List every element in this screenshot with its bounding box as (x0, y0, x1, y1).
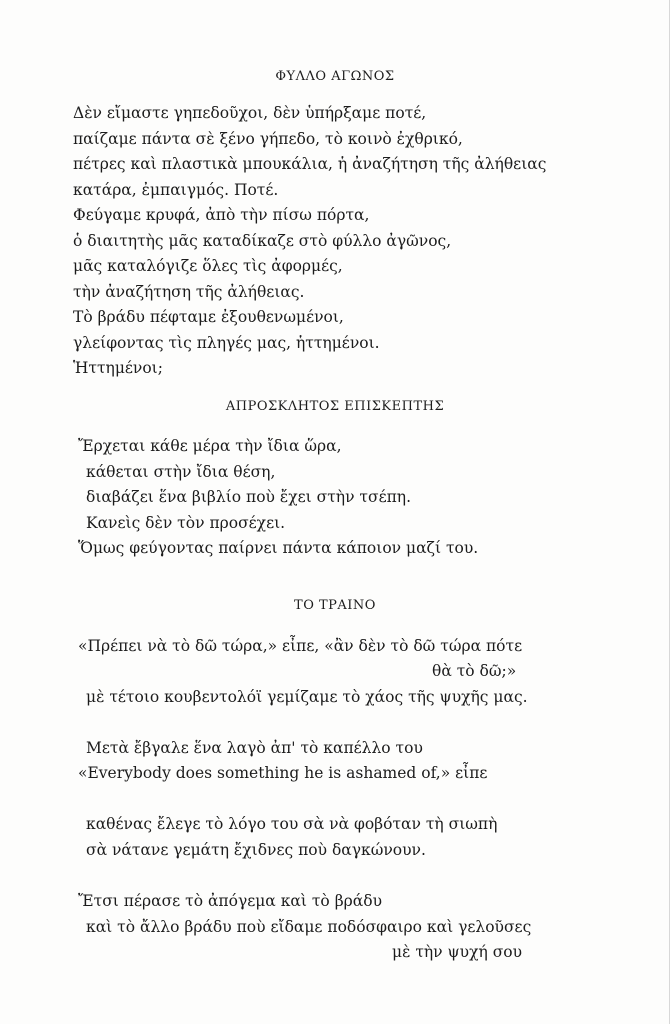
poem-line: Κανεὶς δὲν τὸν προσέχει. (86, 514, 286, 532)
poem-line: παίζαμε πάντα σὲ ξένο γήπεδο, τὸ κοινὸ ἐχθρικό, (73, 130, 463, 148)
poem-line: Ἔρχεται κάθε μέρα τὴν ἴδια ὥρα, (78, 437, 342, 455)
poem-line: Ἡττημένοι; (73, 359, 163, 377)
poem-line: διαβάζει ἕνα βιβλίο ποὺ ἔχει στὴν τσέπη. (86, 488, 412, 506)
poem-line: σὰ νάτανε γεμάτη ἔχιδνες ποὺ δαγκώνουν. (86, 841, 426, 859)
poem-title-fyllo-agonos: ΦΥΛΛΟ ΑΓΩΝΟΣ (275, 69, 395, 84)
poem-line: Δὲν εἴμαστε γηπεδοῦχοι, δὲν ὑπήρξαμε ποτέ, (73, 104, 427, 122)
poem-line: κάθεται στὴν ἴδια θέση, (86, 463, 276, 481)
poem-line: γλείφοντας τὶς πληγές μας, ἡττημένοι. (73, 334, 380, 352)
poem-line: κατάρα, ἐμπαιγμός. Ποτέ. (73, 181, 279, 199)
poem-line: τὴν ἀναζήτηση τῆς ἀλήθειας. (73, 283, 305, 301)
poem-line: «Everybody does something he is ashamed of,» εἶπε (78, 764, 488, 782)
poem-line: πέτρες καὶ πλαστικὰ μπουκάλια, ἡ ἀναζήτηση τῆς ἀλήθειας (73, 155, 547, 173)
poem-line: θὰ τὸ δῶ;» (432, 662, 517, 680)
poem-line: καὶ τὸ ἄλλο βράδυ ποὺ εἴδαμε ποδόσφαιρο καὶ γελοῦσες (86, 918, 532, 936)
poem-line: «Πρέπει νὰ τὸ δῶ τώρα,» εἶπε, «ἂν δὲν τὸ δῶ τώρα πότε (78, 637, 523, 655)
poem-title-aproskletos-episkeptis: ΑΠΡΟΣΚΛΗΤΟΣ ΕΠΙΣΚΕΠΤΗΣ (225, 399, 445, 414)
poem-line: μᾶς καταλόγιζε ὅλες τὶς ἀφορμές, (73, 257, 343, 275)
poem-line: μὲ τὴν ψυχή σου (392, 943, 523, 961)
poem-line: Τὸ βράδυ πέφταμε ἐξουθενωμένοι, (73, 308, 344, 326)
poem-line: Μετὰ ἔβγαλε ἕνα λαγὸ ἀπ' τὸ καπέλλο του (86, 739, 423, 757)
poem-line: Ὅμως φεύγοντας παίρνει πάντα κάποιον μαζί του. (78, 539, 479, 557)
poem-title-to-traino: ΤΟ ΤΡΑΙΝΟ (294, 598, 376, 613)
poem-line: Ἔτσι πέρασε τὸ ἀπόγεμα καὶ τὸ βράδυ (78, 892, 382, 910)
poem-line: καθένας ἔλεγε τὸ λόγο του σὰ νὰ φοβόταν τὴ σιωπὴ (86, 815, 498, 833)
poem-line: Φεύγαμε κρυφά, ἀπὸ τὴν πίσω πόρτα, (73, 206, 370, 224)
poem-line: ὁ διαιτητὴς μᾶς καταδίκαζε στὸ φύλλο ἀγῶνος, (73, 232, 452, 250)
poem-line: μὲ τέτοιο κουβεντολόϊ γεμίζαμε τὸ χάος τῆς ψυχῆς μας. (86, 688, 528, 706)
